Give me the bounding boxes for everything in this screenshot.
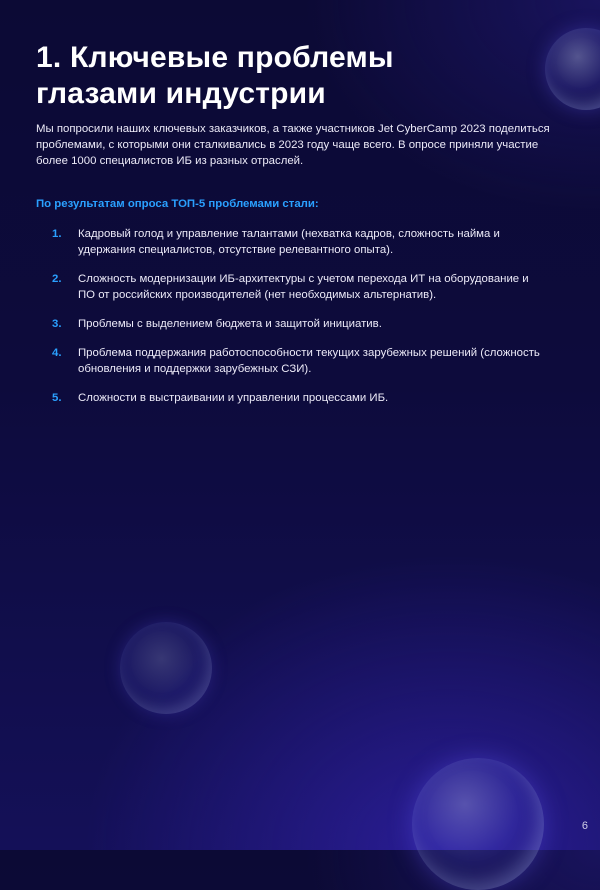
list-item-number: 1. bbox=[52, 228, 62, 240]
list-item bbox=[36, 345, 556, 377]
list-item-text: Проблемы с выделением бюджета и защитой инициатив. bbox=[78, 318, 382, 330]
survey-lead: По результатам опроса ТОП-5 проблемами стали: bbox=[36, 198, 319, 210]
list-item-text: Кадровый голод и управление талантами (нехватка кадров, сложность найма и удержания специалистов, отсутствие релевантного опыта). bbox=[78, 228, 500, 256]
intro-paragraph: Мы попросили наших ключевых заказчиков, а также участников Jet CyberCamp 2023 поделиться проблемами, с которыми они сталкивались в 2023 году чаще всего. В опросе приняли участие более 1000 специалистов ИБ из разных отраслей. bbox=[36, 123, 550, 167]
decorative-sphere-middle bbox=[120, 622, 212, 714]
list-item bbox=[36, 271, 556, 303]
problems-list bbox=[36, 226, 556, 419]
list-item-number: 4. bbox=[52, 347, 62, 359]
list-item-number: 5. bbox=[52, 392, 62, 404]
list-item bbox=[36, 226, 556, 258]
list-item-number: 3. bbox=[52, 318, 62, 330]
list-item-text: Сложности в выстраивании и управлении процессами ИБ. bbox=[78, 392, 389, 404]
list-item-text: Проблема поддержания работоспособности текущих зарубежных решений (сложность обновления и поддержки зарубежных СЗИ). bbox=[78, 347, 540, 375]
page-number: 6 bbox=[581, 820, 588, 832]
section-title-line-2: глазами индустрии bbox=[36, 77, 326, 110]
decorative-sphere-top bbox=[545, 28, 600, 110]
list-item bbox=[36, 316, 556, 332]
list-item-number: 2. bbox=[52, 273, 62, 285]
decorative-sphere-bottom bbox=[412, 758, 544, 890]
list-item-text: Сложность модернизации ИБ-архитектуры с учетом перехода ИТ на оборудование и ПО от российских производителей (нет необходимых альтернатив). bbox=[78, 273, 529, 301]
section-title-line-1: 1. Ключевые проблемы bbox=[36, 41, 394, 74]
section-title bbox=[36, 40, 456, 112]
list-item bbox=[36, 390, 556, 406]
